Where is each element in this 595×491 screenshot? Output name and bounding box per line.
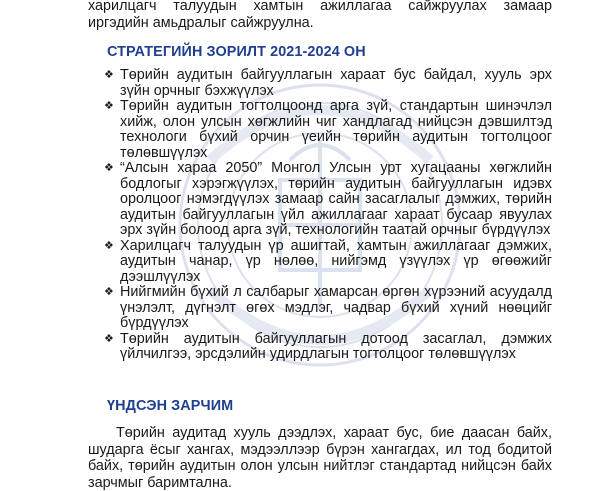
strategic-goals-list — [104, 68, 552, 363]
list-item: ❖ Нийгмийн бүхий л салбарыг хамарсан өргөн хүрээний асуудалд үнэлэлт, дүгнэлт өгөх мэдлэг, чадвар бүхий хүний нөөцийг бүрдүүлэх — [104, 284, 552, 331]
core-principles-paragraph: Төрийн аудитад хууль дээдлэх, хараат бус, бие даасан байх, шударга ёсыг хангах, мэдээллээр бүрэн хангагдах, ил тод бодитой байх, төрийн аудитын олон улсын нийтлэг стандартад нийцсэн байх зарчмыг баримтална. — [88, 425, 552, 491]
strategic-goals-heading: СТРАТЕГИЙН ЗОРИЛТ 2021-2024 ОН — [107, 44, 366, 60]
list-item: ❖ Төрийн аудитын тогтолцоонд арга зүй, стандартын шинэчлэл хийж, олон улсын хөгжлийн чиг хандлагад нийцсэн дэвшилтэд технологи бүхий орчин үеийн төрийн аудитын тогтолцоог төлөвшүүлэх — [104, 98, 552, 161]
list-item: ❖ Төрийн аудитын байгууллагын дотоод засаглал, дэмжих үйлчилгээ, эрсдэлийн удирдлагын тогтолцоог төлөвшүүлэх — [104, 330, 552, 362]
diamond-bullet-icon: ❖ — [104, 100, 114, 112]
list-item: ❖ Харилцагч талуудын үр ашигтай, хамтын ажиллагааг дэмжих, аудитын чанар, үр нөлөө, нийгэмд үзүүлэх үр өгөөжийг дээшлүүлэх — [104, 237, 552, 285]
list-item: ❖ Төрийн аудитын байгууллагын хараат бус байдал, хууль эрх зүйн орчныг бэхжүүлэх — [104, 67, 552, 99]
diamond-bullet-icon: ❖ — [104, 162, 114, 174]
diamond-bullet-icon: ❖ — [104, 332, 114, 345]
diamond-bullet-icon: ❖ — [104, 286, 114, 298]
core-principles-heading: ҮНДСЭН ЗАРЧИМ — [107, 398, 234, 414]
diamond-bullet-icon: ❖ — [104, 69, 114, 81]
diamond-bullet-icon: ❖ — [104, 239, 114, 252]
intro-paragraph: харилцагч талуудын хамтын ажиллагаа сайжруулах замаар иргэдийн амьдралыг сайжруулна. — [88, 0, 552, 31]
list-item: ❖ “Алсын хараа 2050” Монгол Улсын урт хугацааны хөгжлийн бодлогыг хэрэгжүүлэх, төрийн аудитын байгууллагын идэвх оролцоог нэмэгдүүлэх замаар сайн засаглалыг дэмжих, төрийн аудитын байгууллагын үйл ажиллагааг хараат бусаар явуулах эрх зүйн болоод арга зүй, технологийн таатай орчныг бүрдүүлэх — [104, 160, 552, 238]
